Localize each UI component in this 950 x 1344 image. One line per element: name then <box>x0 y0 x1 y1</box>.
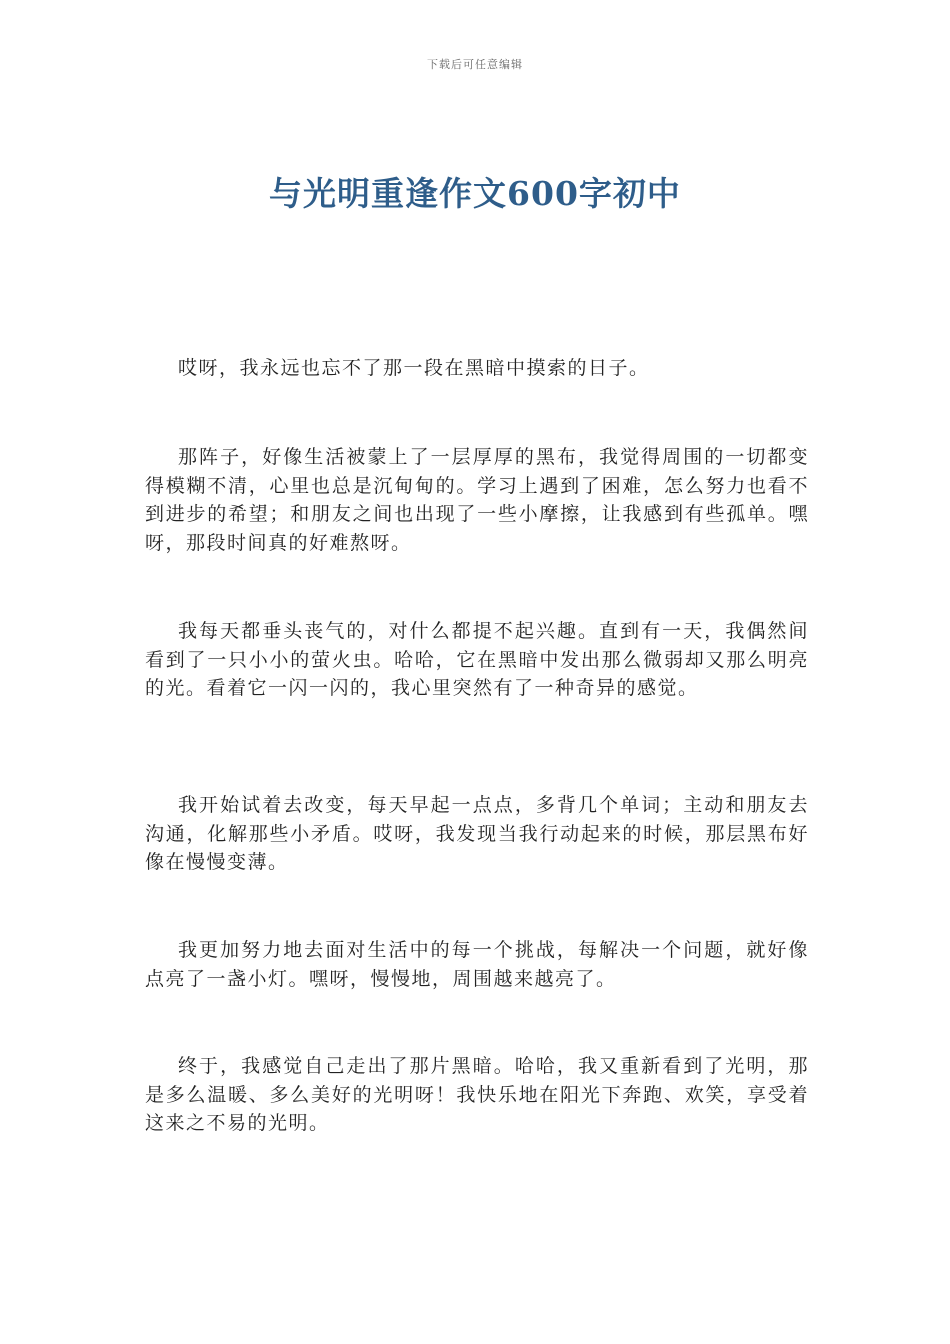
paragraph-4: 我开始试着去改变，每天早起一点点，多背几个单词；主动和朋友去沟通，化解那些小矛盾。哎呀，我发现当我行动起来的时候，那层黑布好像在慢慢变薄。 <box>145 794 809 873</box>
paragraph-3: 我每天都垂头丧气的，对什么都提不起兴趣。直到有一天，我偶然间看到了一只小小的萤火虫。哈哈，它在黑暗中发出那么微弱却又那么明亮的光。看着它一闪一闪的，我心里突然有了一种奇异的感觉。 <box>145 620 809 699</box>
paragraph-1: 哎呀，我永远也忘不了那一段在黑暗中摸索的日子。 <box>178 357 650 379</box>
paragraph-6: 终于，我感觉自己走出了那片黑暗。哈哈，我又重新看到了光明，那是多么温暖、多么美好的光明呀！我快乐地在阳光下奔跑、欢笑，享受着这来之不易的光明。 <box>145 1055 809 1134</box>
page-title: 与光明重逢作文600字初中 <box>269 174 681 213</box>
paragraph-2: 那阵子，好像生活被蒙上了一层厚厚的黑布，我觉得周围的一切都变得模糊不清，心里也总是沉甸甸的。学习上遇到了困难，怎么努力也看不到进步的希望；和朋友之间也出现了一些小摩擦，让我感到有些孤单。嘿呀，那段时间真的好难熬呀。 <box>145 446 809 554</box>
header-note: 下载后可任意编辑 <box>427 58 523 71</box>
paragraph-5: 我更加努力地去面对生活中的每一个挑战，每解决一个问题，就好像点亮了一盏小灯。嘿呀，慢慢地，周围越来越亮了。 <box>145 939 809 990</box>
